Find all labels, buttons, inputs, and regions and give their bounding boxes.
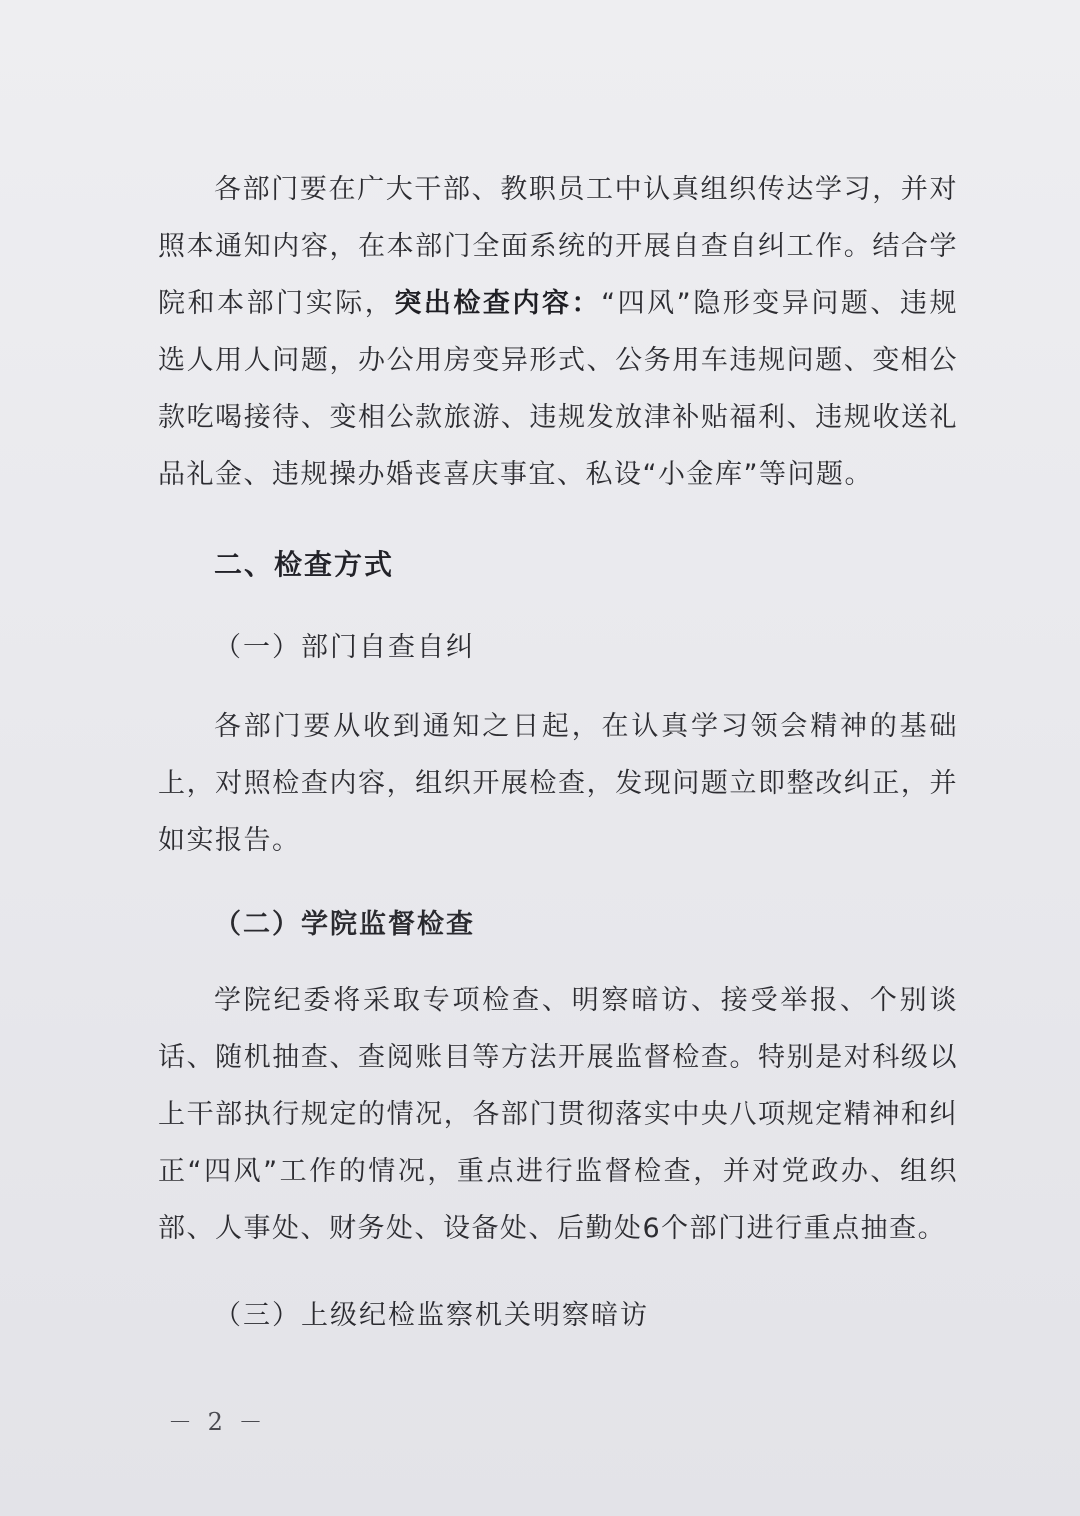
- paragraph-text: 各部门要在广大干部、教职员工中认真组织传达学习，并对照本通知内容，在本部门全面系统的开展自查自纠工作。结合学院和本部门实际，: [158, 174, 958, 319]
- page-number: － 2 －: [168, 1408, 267, 1436]
- section-heading-inspection-method: 二、检查方式: [214, 548, 395, 581]
- subsection-heading-college-supervision: （二）学院监督检查: [214, 909, 475, 940]
- paragraph-college-supervision: 学院纪委将采取专项检查、明察暗访、接受举报、个别谈话、随机抽查、查阅账目等方法开展监督检查。特别是对科级以上干部执行规定的情况，各部门贯彻落实中央八项规定精神和纠正“四风”工作的情况，重点进行监督检查，并对党政办、组织部、人事处、财务处、设备处、后勤处6个部门进行重点抽查。: [158, 985, 958, 1244]
- paragraph-department-self-check: 各部门要从收到通知之日起，在认真学习领会精神的基础上，对照检查内容，组织开展检查，发现问题立即整改纠正，并如实报告。: [158, 711, 958, 856]
- subsection-heading-higher-authority-visits: （三）上级纪检监察机关明察暗访: [214, 1300, 649, 1331]
- paragraph-bold-text: 突出检查内容：: [394, 288, 602, 319]
- subsection-heading-department-self-check: （一）部门自查自纠: [214, 632, 475, 663]
- paragraph-text: “四风”隐形变异问题、违规选人用人问题，办公用房变异形式、公务用车违规问题、变相公款吃喝接待、变相公款旅游、违规发放津补贴福利、违规收送礼品礼金、违规操办婚丧喜庆事宜、私设“小金库”等问题。: [158, 288, 959, 490]
- paragraph-self-inspection-scope: [158, 161, 958, 503]
